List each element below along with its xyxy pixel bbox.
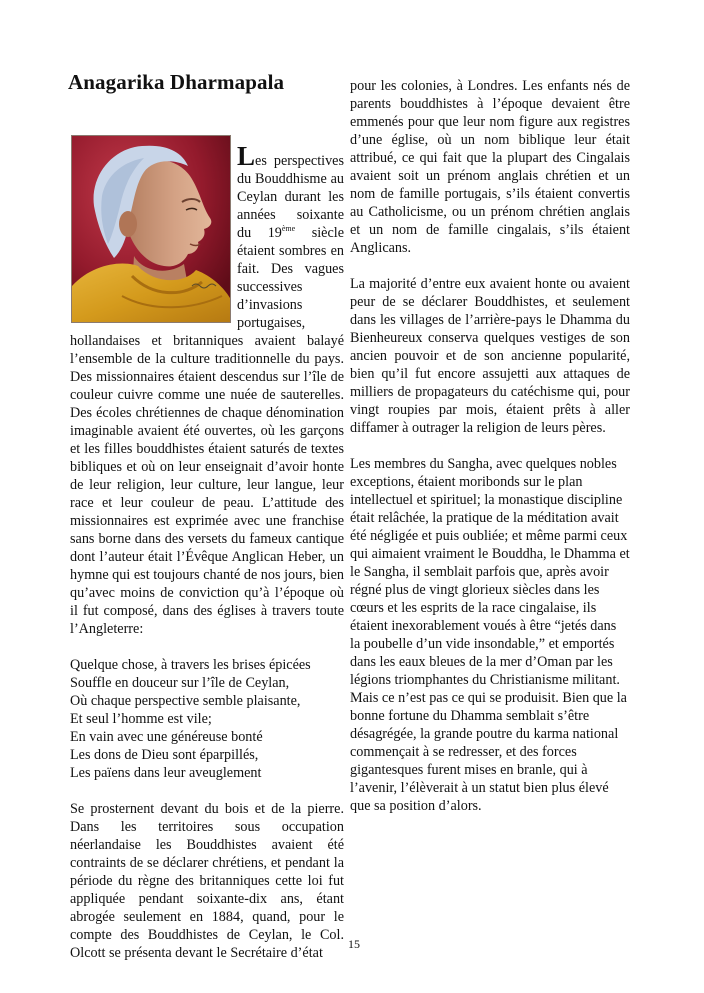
hymn-verse [70, 656, 344, 782]
right-column [350, 77, 630, 815]
intro-text: es perspectives du Bouddhisme au Ceylan durant les années soixante du 19 [237, 153, 344, 241]
paragraph: pour les colonies, à Londres. Les enfants nés de parents bouddhistes à l’époque devaient être emmenés pour que leur nom figure aux registres d’une église, où un nom biblique leur était attribué, ce qui fait que la plupart des Cingalais avaient soit un prénom anglais chrétien et un nom de famille portugais, s’ils étaient convertis au Catholicisme, ou un prénom chrétien anglais et un nom de famille cingalais, s’ils étaient Anglicans. [350, 78, 630, 256]
paragraph: La majorité d’entre eux avaient honte ou avaient peur de se déclarer Bouddhistes, et seulement dans les villages de l’arrière-pays le Dhamma du Bienheureux conserva quelques vestiges de son ancien pouvoir et de son ancienne popularité, bien qu’il fut encore assujetti aux attaques de milliers de propagateurs du catéchisme qui, pour vingt roupies par mois, étaient prêts à aller diffamer à outrager la religion de leurs pères. [350, 276, 630, 436]
superscript: ème [281, 224, 296, 233]
intro-text-continued: siècle étaient sombres en fait. Des vagues successives d’invasions portugaises, hollandaises et britanniques avaient balayé l’ensemble de la culture traditionnelle du pays. Des missionnaires étaient descendus sur l’île de couleur cuivre comme une nuée de sauterelles. Des écoles chrétiennes de chaque dénomination imaginable avaient été ouvertes, où les garçons et les filles bouddhistes étaient saturés de textes bibliques et où on leur enseignait d’avoir honte de leur religion, leur culture, leur langue, leur race et leur couleur de peau. L’attitude des missionnaires est exprimée avec une franchise sans borne dans des versets du fameux cantique dont l’auteur était l’Évêque Anglican Heber, un hymne qui est toujours chanté de nos jours, bien qu’avec moins de conviction qu’à l’époque où il fut composé, dans des églises à travers toute l’Angleterre: [70, 225, 344, 637]
after-verse-paragraph: Se prosternent devant du bois et de la pierre. Dans les territoires sous occupation néerlandaise les Bouddhistes avaient été contraints de se déclarer chrétiens, et pendant la période du règne des britanniques cette loi fut appliquée pendant soixante-dix ans, étant abrogée seulement en 1884, quand, pour le compte des Bouddhistes de Ceylan, le Col. Olcott se présenta devant le Secrétaire d’état [70, 801, 344, 961]
portrait-image [71, 135, 231, 323]
verse-line: Et seul l’homme est vile; [70, 711, 212, 727]
verse-line: Où chaque perspective semble plaisante, [70, 693, 301, 709]
verse-line: Les dons de Dieu sont éparpillés, [70, 747, 259, 763]
drop-cap: L [237, 141, 256, 171]
verse-line: Souffle en douceur sur l’île de Ceylan, [70, 675, 290, 691]
verse-line: En vain avec une généreuse bonté [70, 729, 263, 745]
verse-line: Les païens dans leur aveuglement [70, 765, 262, 781]
page-number: 15 [348, 937, 360, 951]
paragraph: Les membres du Sangha, avec quelques nobles exceptions, étaient moribonds sur le plan intellectuel et spirituel; la monastique discipline était relâchée, la pratique de la méditation avait été négligée et puis oubliée; et même parmi ceux qui aimaient vraiment le Bouddha, le Dhamma et le Sangha, il semblait parfois que, après avoir régné plus de vingt glorieux siècles dans les cœurs et les esprits de la race cingalaise, ils étaient inexorablement voués à être “jetés dans la poubelle d’un vide insondable,” et emportés dans les eaux bleues de la mer d’Oman par les légions triomphantes du Christianisme militant. Mais ce n’est pas ce qui se produisit. Bien que la bonne fortune du Dhamma semblait s’être désagrégée, la grande poutre du karma national commençait à se redresser, et des forces gigantesques furent mises en branle, qui à l’avenir, l’élèverait à un statut bien plus élevé que sa position d’alors. [350, 456, 630, 814]
intro-paragraph [70, 141, 344, 638]
verse-line: Quelque chose, à travers les brises épicées [70, 657, 311, 673]
left-column [70, 141, 344, 962]
article-title: Anagarika Dharmapala [68, 70, 285, 94]
